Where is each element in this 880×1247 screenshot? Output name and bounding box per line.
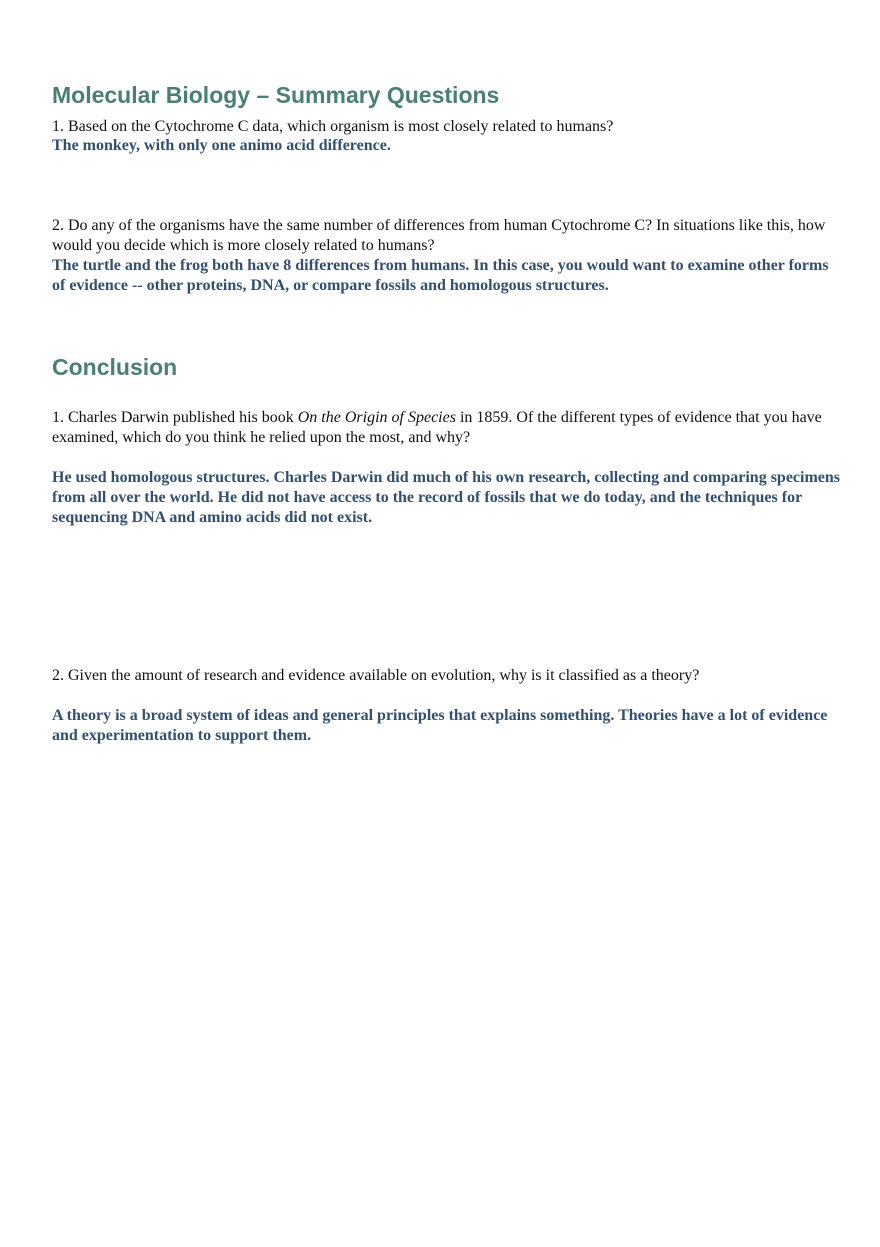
molecular-question-1: 1. Based on the Cytochrome C data, which organism is most closely related to humans? [52,118,614,135]
conclusion-question-2: 2. Given the amount of research and evidence available on evolution, why is it classified as a theory? [52,667,700,684]
conclusion-question-1-text-b: in 1859. Of the different types of evidence that you have examined, which do you think he relied upon the most, and why? [52,409,822,446]
molecular-biology-heading: Molecular Biology – Summary Questions [52,82,500,108]
conclusion-question-1-text-a: 1. Charles Darwin published his book [52,409,298,426]
molecular-answer-2: The turtle and the frog both have 8 differences from humans. In this case, you would want to examine other forms of evidence -- other proteins, DNA, or compare fossils and homologous structures. [52,257,829,294]
conclusion-heading: Conclusion [52,354,178,380]
conclusion-question-1 [52,408,842,448]
conclusion-answer-2: A theory is a broad system of ideas and general principles that explains something. Theories have a lot of evidence and experimentation to support them. [52,707,828,744]
molecular-question-2: 2. Do any of the organisms have the same number of differences from human Cytochrome C? In situations like this, how would you decide which is more closely related to humans? [52,217,826,254]
conclusion-answer-1: He used homologous structures. Charles Darwin did much of his own research, collecting and comparing specimens from all over the world. He did not have access to the record of fossils that we do today, and the techniques for sequencing DNA and amino acids did not exist. [52,469,841,526]
book-title: On the Origin of Species [297,409,456,426]
molecular-answer-1: The monkey, with only one animo acid difference. [52,137,391,154]
